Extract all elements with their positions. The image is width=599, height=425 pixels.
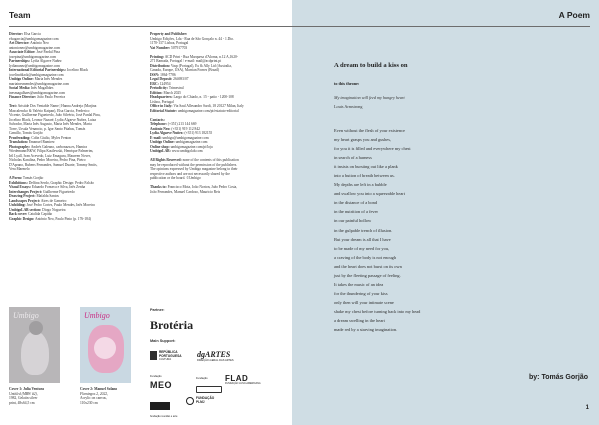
credit-label: Visual Essays:	[9, 185, 31, 189]
credit-label: UmbigoLAB:	[150, 149, 171, 153]
credit-text: 271 Ramada, Portugal / e-mail: mail@acdprint.pt	[150, 59, 222, 63]
credit-label: ISSN:	[150, 72, 160, 77]
main-support-label: Main Support:	[150, 339, 176, 343]
poem-line: for you it is filled and everywhere my chest	[334, 146, 411, 152]
caption-line: 1982, Gelatin silver	[9, 396, 38, 400]
credit-text: Via Saul Allesandro Sardi, 18 20127 Milan, Italy	[173, 104, 244, 108]
credit-text: Inês Magalhães	[30, 86, 54, 90]
credit-text: Vicente, Guilherme Figueiredo, João Silvério, José Pardal Pina,	[9, 113, 101, 117]
logo-text: FUNDAÇÃO LUSO-AMERICANA	[225, 382, 261, 385]
credit-text: none of the contents of this publication	[182, 158, 239, 162]
credit-text: Guilherme Figueiredo	[43, 189, 75, 194]
credit-text: Salvador, Maria Inês Augusto, Maria Inês Mendes, Marta	[9, 122, 92, 126]
credit-label: Director:	[9, 32, 24, 36]
caption-line: 110x230 cm	[80, 400, 98, 405]
credit-text: Lydia Algarve Nuñez	[30, 59, 62, 63]
credit-label: All Rights Reserved:	[150, 158, 182, 162]
credit-text: António Neo, Paulo Pinto (p. 176-184)	[34, 216, 91, 221]
credit-label: International Editorial Partnerships:	[9, 68, 66, 72]
credit-text: umbigo@umbigomagazine.com	[162, 135, 209, 140]
caption-line: Cover 2: Manuel Solano	[80, 387, 118, 391]
credit-text: Largo do Chiado, n. 15 - patio - 1200-108	[173, 95, 234, 99]
credit-text: Nicholas Karalina, Pedro Moreira, Pedro Pina, Pietro	[9, 158, 86, 162]
credit-text: Colin Giulio, Myles Fenton	[31, 135, 72, 140]
credit-text: umbigomagazine.com	[175, 140, 208, 144]
credit-label: Office in Italy:	[150, 104, 173, 108]
logo-text: FLAD	[225, 374, 249, 383]
poem-title: A dream to build a kiss on	[334, 62, 408, 69]
credit-text: Torre, Ursula Venancio, p. Igor Santo Pitabas, Tomás	[9, 126, 86, 131]
epigraph-attribution: Louis Armstrong	[334, 104, 363, 109]
credit-label: A Poem:	[9, 176, 23, 180]
poem-byline: by: Tomás Gorjão	[529, 374, 588, 381]
credit-text: (+351) 913 182155	[184, 131, 213, 135]
republica-emblem-icon	[150, 351, 157, 360]
credit-text: Wiedemann/BKW, Filipa Kasilewski, Henrique Palmerim,	[9, 149, 94, 153]
credit-text: José Pedro Cortes, Paulo Mendes, Inês Moreira	[26, 203, 95, 207]
logo-text: Fundação	[150, 375, 162, 378]
credit-text: José Pardal Pina	[36, 50, 60, 54]
credit-text: 1170-137 Lisboa, Portugal	[150, 41, 189, 45]
credit-label: Vat Number:	[150, 45, 171, 50]
broteria-logo: Brotéria	[150, 318, 194, 332]
camara-municipal-logo	[150, 397, 177, 418]
credit-text: Aristide Dos Ventable Name | Hanna Andreja (Marjina	[17, 104, 97, 108]
credit-label: Art Director:	[9, 41, 30, 45]
credit-text: may be reproduced without the permission of the publishers.	[150, 162, 238, 167]
credit-label: Back cover:	[9, 212, 28, 216]
credit-text: Catalida Capitão	[28, 212, 53, 216]
credit-label: Telephone:	[150, 122, 167, 126]
cover-1-masthead: Umbigo	[13, 311, 39, 320]
poem-line: But your dream is all that I have	[334, 236, 391, 242]
credit-text: Emanuel Ramirez	[28, 140, 55, 144]
credit-text: umbigomagazine.com/pt/loja	[170, 144, 213, 149]
credit-line	[150, 190, 286, 195]
cover-2-highlight	[94, 337, 116, 359]
cover-2-masthead: Umbigo	[84, 311, 110, 320]
credit-text: Diogo Nogueira	[42, 207, 66, 212]
poem-line: Even without the flesh of your existence	[334, 128, 405, 133]
poem-line: just by the fleeting passage of feeling.	[334, 272, 401, 278]
credit-text: umbigomagazine.com/pt/estatuto-editorial	[177, 108, 239, 113]
poem-line: in the nutrition of a fever	[334, 209, 379, 215]
cover-1-thumbnail	[9, 307, 60, 383]
credit-text: mariainesmendes@umbigomagazine.com	[9, 81, 70, 86]
credit-text: Canada, Europe, USA), Marrian Fornes (Brazil)	[150, 68, 220, 72]
credit-text: João Fernandes, Manuel Cardoso, Mauricio Reis	[150, 189, 221, 194]
poem-line: in the gulpable trench of illusion.	[334, 227, 393, 233]
credit-text: Umbigo Edições, Lda - Rua de São Gonçalo n. 44 - 1.Dto.	[150, 36, 234, 41]
credit-label: Drawing Project:	[9, 194, 36, 198]
cover-1-figure	[21, 331, 49, 375]
cover-2-caption	[80, 387, 144, 405]
credit-text: March 2025	[163, 90, 181, 95]
credit-text: 124954	[159, 81, 171, 86]
poem-line: a dream swelling in the heart	[334, 317, 385, 323]
logo-text: Fundação	[196, 377, 208, 380]
logo-text: PLMJ	[196, 399, 205, 404]
poem-line: my heart grasps you and gushes,	[334, 137, 392, 143]
logo-text: dgARTES	[197, 350, 231, 359]
credit-text: www.umbigolab.com	[171, 149, 203, 153]
cover-1-head	[29, 321, 43, 335]
credit-text: Mafalda Santos	[36, 194, 59, 198]
credit-text: Delfina Serdo, Graphic Design: Pedro Falcão	[28, 180, 94, 185]
credit-label: Photography:	[9, 144, 31, 149]
credit-label: Partnerships:	[9, 59, 30, 63]
credit-label: Online shop:	[150, 144, 170, 149]
cover-2-thumbnail	[80, 307, 131, 383]
poem-line: in our painful hollow	[334, 218, 372, 224]
page-number: 1	[585, 405, 589, 411]
credit-label: Interchanges Project:	[9, 189, 43, 194]
credit-label: Periodicity:	[150, 86, 168, 90]
credit-text: Maria Inês Mendes	[34, 77, 63, 81]
credit-label: António Neo:	[150, 126, 171, 131]
poem-line: shake my chest before turning back into my head	[334, 308, 421, 314]
poem-line: into a button of breath between us.	[334, 173, 395, 179]
credit-label: Translation:	[9, 140, 28, 144]
fundacao-plmj-logo	[186, 397, 214, 415]
credit-text: Francisco Mota, João Norton, João Pedro Costa,	[167, 185, 238, 189]
logo-text: PORTUGUESA	[159, 353, 182, 358]
credit-text: inesmagalhaes@umbigomagazine.com	[9, 90, 66, 95]
team-page	[0, 0, 292, 425]
poem-line: and the heart does not burst on its own	[334, 263, 402, 269]
poem-line: My depths are left in a bubble	[334, 182, 387, 188]
cm-mark-icon	[150, 402, 170, 410]
credit-text: Trimestral	[168, 86, 184, 90]
credit-text: The opinions expressed by Umbigo magazine belong to their	[150, 167, 238, 171]
credit-text: Vera Marmelo	[9, 167, 30, 171]
caption-line: print, 48x64,5 cm	[9, 400, 35, 405]
credit-text: 507917703	[171, 45, 188, 50]
caption-line: Acrylic on canvas,	[80, 396, 107, 400]
credit-text: respective authors and are not necessarily shared by the	[150, 171, 230, 176]
credit-text: Vasp (Portugal), Ex & Ally Ltd (Australia,	[170, 63, 232, 68]
fundacao-label	[150, 375, 162, 378]
poem-line: in search of a harness	[334, 155, 372, 161]
credit-text: publication or the board. ©Umbigo	[150, 176, 201, 180]
logo-text: fundação reunião e arte	[150, 415, 178, 418]
credit-label: Proofreading:	[9, 135, 31, 140]
caption-line: Flamingos 2, 2022,	[80, 391, 108, 396]
credit-label: Lydia Algarve Nuñez:	[150, 131, 184, 135]
credit-label: E-mail:	[150, 135, 162, 140]
poem-line: a craving of the body is not enough	[334, 254, 397, 260]
credit-text: lydianunez@umbigomagazine.com	[9, 63, 60, 68]
credit-text: Jocelino Black	[66, 68, 89, 72]
header-rule	[9, 26, 292, 27]
poem-line: It takes the music of an idea	[334, 281, 384, 287]
credit-label: Property and Publisher:	[150, 32, 188, 36]
credit-label: Headquarters:	[150, 95, 173, 99]
credit-label: ERC:	[150, 81, 159, 86]
credit-label: UmbigoLAB section:	[9, 207, 42, 212]
cover-1-caption	[9, 387, 73, 405]
poem-line: for the thundering of your kiss	[334, 290, 388, 296]
poem-epigraph: My imagination will feed my hungry heart	[334, 95, 405, 100]
header-rule	[292, 26, 590, 27]
credit-text: Camillo, Tomás Gorjão	[9, 131, 43, 135]
credit-text: 1864-7786	[160, 72, 176, 77]
credit-text: (+351) 919 112 842	[171, 126, 200, 131]
poem-line: made red by a starving imagination.	[334, 327, 398, 333]
credit-label: Distribution:	[150, 63, 170, 68]
credit-label: Umbigo Online:	[150, 140, 175, 144]
credit-label: Thanks to:	[150, 185, 167, 189]
credit-text: Aires de Gameiro	[40, 198, 67, 203]
credit-label: Printing:	[150, 54, 164, 59]
credit-text: Mascalencko & Valério Katpan), Elsa Garcia, Frederico	[9, 108, 90, 113]
plmj-circle-icon	[186, 397, 194, 405]
credit-text: João Paulo Ferreira	[37, 95, 66, 99]
credit-text: Eduardo Fonseca e Silva, Inês Zenha	[31, 185, 86, 189]
logo-text: DIREÇÃO-GERAL DAS ARTES	[197, 359, 234, 362]
gulbenkian-mark-icon	[196, 386, 222, 393]
caption-line: Cover 1: Julia Ventura	[9, 387, 44, 391]
gulbenkian-logo	[196, 377, 222, 398]
poem-line: only then will your intimate scene	[334, 299, 394, 305]
credit-label: Graphic Design:	[9, 216, 35, 221]
credit-label: Edition:	[150, 90, 163, 95]
credit-text: 264693/07	[173, 77, 189, 81]
credit-label: Social Media:	[9, 86, 31, 90]
meo-logo: MEO	[150, 380, 173, 390]
credit-text: D'Aprano, Rubens Fernandes, Samuel Duarte, Tommy Smits,	[9, 162, 98, 167]
credit-text: Jocelino Black, Leonor Nazaré, Lydia Algarve Nuñez, Luiza	[9, 117, 97, 122]
credit-text: (+351) 213 144 669	[167, 122, 197, 126]
credit-text: elsagarcia@umbigomagazine.com	[9, 36, 59, 41]
team-header: Team	[9, 10, 31, 20]
poem-line: it insists on bursting out like a plank	[334, 164, 398, 170]
poem-line: and swallow you into a squeezable heart	[334, 191, 405, 197]
credit-label: Contacts:	[150, 117, 165, 122]
flad-logo	[225, 374, 261, 386]
poem-line: in the distance of a bond	[334, 200, 378, 206]
credits-column-2	[150, 32, 286, 194]
credit-line	[9, 217, 143, 222]
poem-dedication: to this throne:	[334, 81, 360, 86]
credit-text: Tomás Gorjão	[22, 176, 44, 180]
credit-text: António Neo	[30, 41, 49, 45]
credit-label: Finance Director:	[9, 95, 37, 99]
credit-text: ACD Print - Rua Marquesa d'Alorna, n.12 A,1620-	[164, 54, 238, 59]
credit-text: jocelinoblack@umbigomagazine.com	[9, 72, 64, 77]
credit-label: Landscapes Project:	[9, 198, 41, 203]
credit-text: Andrés Galeano, carbonaza.es, Hamira	[30, 144, 87, 149]
logo-text: FUNDAÇÃO	[196, 396, 215, 400]
poem-line: to be made of my need for you,	[334, 245, 390, 251]
credit-label: Text:	[9, 104, 17, 108]
credit-label: Unfolding:	[9, 203, 26, 207]
republica-portuguesa-logo	[150, 351, 182, 369]
credit-label: Legal Deposit:	[150, 77, 173, 81]
credit-label: Editorial Statute:	[150, 108, 177, 113]
credit-text: Iril Lyall, Ivan Acevedo, Luiz Emagura, Maureen Nover,	[9, 153, 91, 158]
credits-column-1	[9, 32, 143, 221]
credit-label: Associate Editor:	[9, 50, 36, 54]
logo-text: CULTURA	[159, 358, 172, 362]
credit-text: josepina@umbigomagazine.com	[9, 54, 57, 59]
credit-text: Elsa Garcia	[24, 32, 41, 36]
dgartes-logo	[197, 350, 234, 362]
caption-line: Untitled (MBW #2),	[9, 391, 38, 396]
logo-text: REPÚBLICA	[159, 350, 178, 354]
credit-text: antonioneo@umbigomagazine.com	[9, 45, 61, 50]
poem-page	[292, 0, 599, 425]
credit-label: Umbigo Online:	[9, 77, 34, 81]
partner-label: Partner:	[150, 308, 165, 312]
credit-label: Exhibitions:	[9, 180, 28, 185]
poem-body	[334, 126, 420, 334]
poem-header: A Poem	[558, 10, 590, 20]
credit-text: Lisboa, Portugal	[150, 99, 174, 104]
